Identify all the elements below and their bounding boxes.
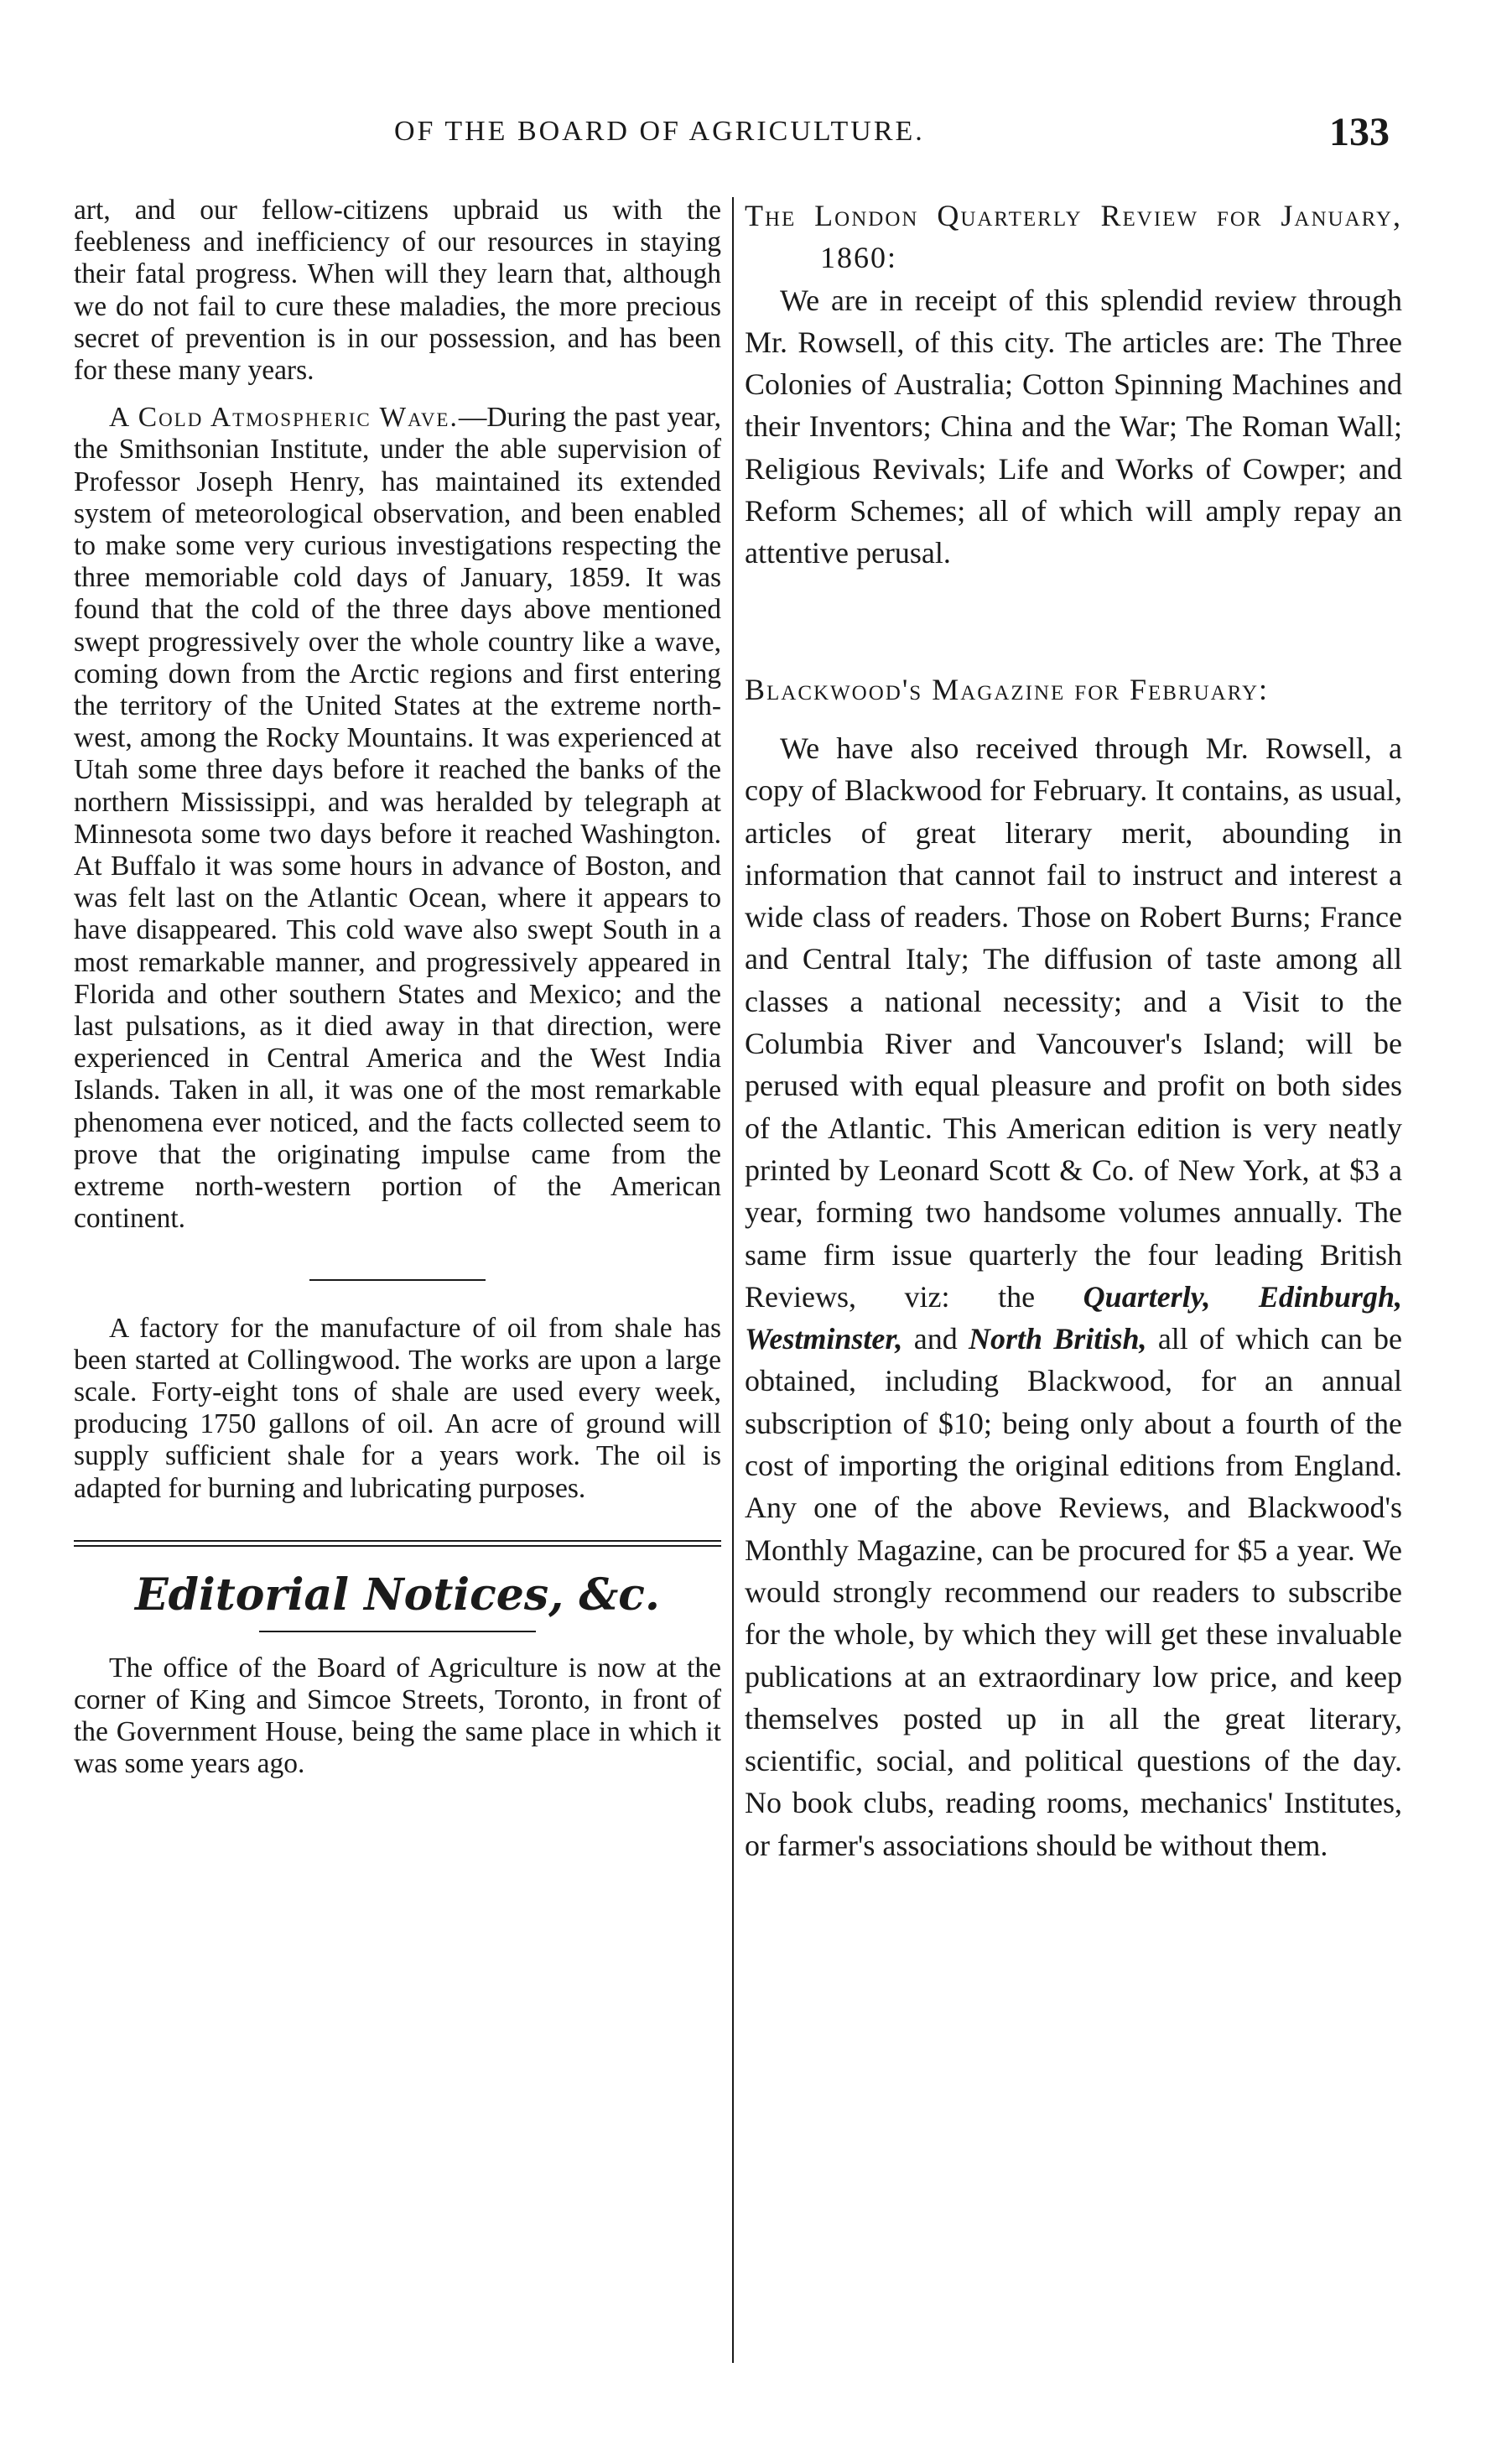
left-column <box>74 195 721 1781</box>
oil-factory-notice: A factory for the manufacture of oil from shale has been started at Collingwood. The works are upon a large scale. Forty-eight tons of shale are used every week, producing 1750 gallons of oil. An acre of ground will supply sufficient shale for a years work. The oil is adapted for burning and lubricating purposes. <box>74 1312 721 1504</box>
heading-underline <box>259 1631 536 1632</box>
and-word: and <box>913 1322 958 1356</box>
right-column <box>745 195 1402 1866</box>
italic-quarterly: Quarterly, <box>1083 1279 1211 1314</box>
blackwoods-heading: Blackwood's Magazine for February: <box>745 672 1270 706</box>
running-head <box>0 109 1512 159</box>
cold-wave-body: —During the past year, the Smithsonian Institute, under the able supervision of Professor Joseph Henry, has maintained its extended system of meteorological observation, and been enabled to make some very curious investigations respecting the three memoriable cold days of January, 1859. It was found that the cold of the three days above mentioned swept progressively over the whole country like a wave, coming down from the Arctic regions and first entering the territory of the United States at the extreme north-west, among the Rocky Mountains. It was experienced at Utah some three days before it reached the banks of the northern Mississippi, and was heralded by telegraph at Minnesota some two days before it reached Washington. At Buffalo it was some hours in advance of Boston, and was felt last on the Atlantic Ocean, where it appears to have disappeared. This cold wave also swept South in a most remarkable manner, and progressively appeared in Florida and other southern States and Mexico; and the last pulsations, as it died away in that direction, were experienced in Central America and the West India Islands. Taken in all, it was one of the most remarkable phenomena ever noticed, and the facts collected seem to prove that the originating impulse came from the extreme north-western portion of the American continent. <box>74 402 721 1235</box>
cold-wave-heading: A Cold Atmospheric Wave. <box>109 402 459 434</box>
blackwoods-body-part1: We have also received through Mr. Rowsell, a copy of Blackwood for February. It contains, as usual, articles of great literary merit, abounding in information that cannot fail to instruct and interest a wide class of readers. Those on Robert Burns; France and Central Italy; The diffusion of taste among all classes a national necessity; and a Visit to the Columbia River and Vancouver's Island; will be perused with equal pleasure and profit on both sides of the Atlantic. This American edition is very neatly printed by Leonard Scott & Co. of New York, at $3 a year, forming two handsome volumes annually. The same firm issue quarterly the four leading British Reviews, viz: the <box>745 731 1402 1314</box>
section-separator <box>309 1279 486 1281</box>
blackwoods-body-part2: all of which can be obtained, including Blackwood, for an annual subscription of $10; being only about a fourth of the cost of importing the original editions from England. Any one of the above Reviews, and Blackwood's Monthly Magazine, can be procured for $5 a year. We would strongly recommend our readers to subscribe for the whole, by which they will get these invaluable publications at an extraordinary low price, and keep themselves posted up in all the great literary, scientific, social, and political questions of the day. No book clubs, reading rooms, mechanics' Institutes, or farmer's associations should be without them. <box>745 1322 1403 1862</box>
italic-north-british: North British, <box>969 1322 1147 1356</box>
page-number: 133 <box>1329 110 1390 154</box>
editorial-notices-heading: Editorial Notices, &c. <box>134 1569 661 1621</box>
italic-westminster: Westminster, <box>745 1322 903 1356</box>
london-review-heading: The London Quarterly Review for January, 1860: <box>745 199 1402 275</box>
cold-wave-article <box>74 402 721 1235</box>
running-title: OF THE BOARD OF AGRICULTURE. <box>394 116 925 147</box>
london-review-body: We are in receipt of this splendid review through Mr. Rowsell, of this city. The articles are: The Three Colonies of Australia; Cotton Spinning Machines and their Inventors; China and the War; The Roman Wall; Religious Revivals; Life and Works of Cowper; and Reform Schemes; all of which will amply repay an attentive perusal. <box>745 283 1402 570</box>
italic-edinburgh: Edinburgh, <box>1258 1279 1403 1314</box>
continuation-paragraph: art, and our fellow-citizens upbraid us with the feebleness and inefficiency of our resources in staying their fatal progress. When will they learn that, although we do not fail to cure these maladies, the more precious secret of prevention is in our possession, and has been for these many years. <box>74 195 721 387</box>
blackwoods-body <box>745 727 1402 1866</box>
column-divider <box>732 197 734 2363</box>
office-notice: The office of the Board of Agriculture is now at the corner of King and Simcoe Streets, Toronto, in front of the Government House, being the same place in which it was some years ago. <box>74 1652 721 1780</box>
double-rule <box>74 1540 721 1547</box>
